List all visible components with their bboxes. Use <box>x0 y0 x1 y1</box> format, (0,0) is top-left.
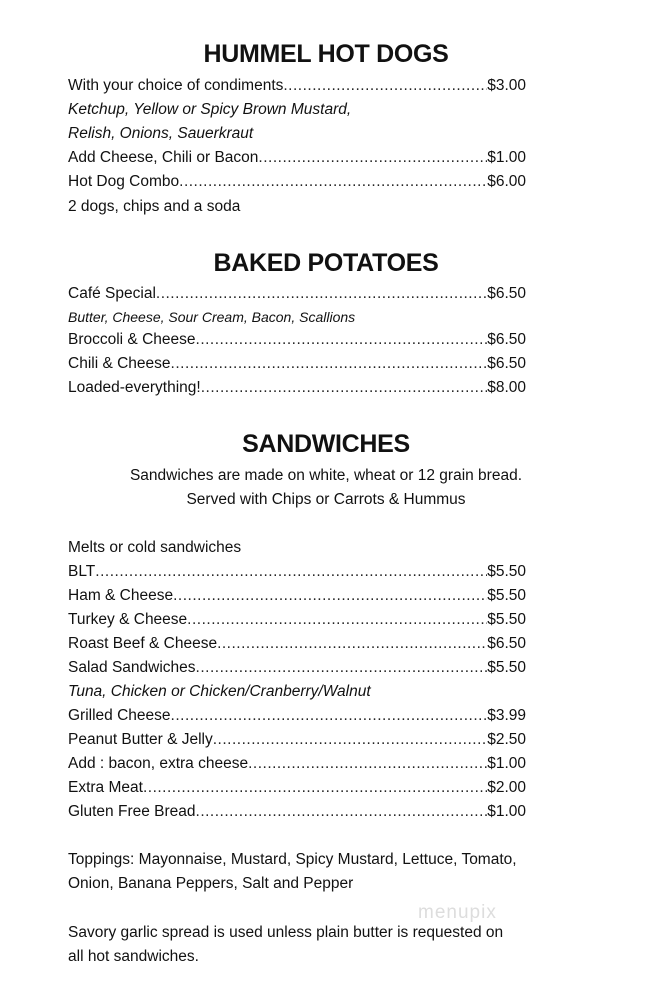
menu-item <box>68 584 526 608</box>
dot-leader <box>171 352 488 376</box>
dot-leader <box>179 170 487 194</box>
dot-leader <box>283 74 487 98</box>
menu-item <box>68 728 526 752</box>
item-note: 2 dogs, chips and a soda <box>68 198 241 215</box>
item-label: Hot Dog Combo <box>68 173 180 190</box>
dot-leader <box>217 632 487 656</box>
toppings-text: Onion, Banana Peppers, Salt and Pepper <box>68 875 354 892</box>
item-price: $3.00 <box>487 77 526 94</box>
watermark-logo: menupix <box>418 902 497 923</box>
menu-item <box>68 560 526 584</box>
menu-item <box>68 376 526 400</box>
item-note: Butter, Cheese, Sour Cream, Bacon, Scallions <box>68 309 356 325</box>
item-price: $8.00 <box>487 379 526 396</box>
dot-leader <box>196 656 488 680</box>
item-label: Roast Beef & Cheese <box>68 635 218 652</box>
item-label: BLT <box>68 563 96 580</box>
item-label: Extra Meat <box>68 779 143 796</box>
menu-item <box>68 776 526 800</box>
item-note: Relish, Onions, Sauerkraut <box>68 125 254 142</box>
item-label: Add Cheese, Chili or Bacon <box>68 149 259 166</box>
item-label: Loaded-everything! <box>68 379 201 396</box>
item-price: $5.50 <box>487 659 526 676</box>
garlic-note: Savory garlic spread is used unless plain butter is requested on <box>68 924 504 941</box>
item-price: $2.00 <box>487 779 526 796</box>
menu-item <box>68 352 526 376</box>
dot-leader <box>213 728 487 752</box>
item-price: $1.00 <box>487 149 526 166</box>
item-label: Ham & Cheese <box>68 587 174 604</box>
dot-leader <box>201 376 487 400</box>
dot-leader <box>95 560 487 584</box>
item-label: Café Special <box>68 285 156 302</box>
item-label: Gluten Free Bread <box>68 803 196 820</box>
item-price: $5.50 <box>487 587 526 604</box>
dot-leader <box>187 608 487 632</box>
dot-leader <box>196 328 488 352</box>
garlic-note: all hot sandwiches. <box>68 948 199 965</box>
item-price: $6.50 <box>487 331 526 348</box>
toppings-text: Toppings: Mayonnaise, Mustard, Spicy Mustard, Lettuce, Tomato, <box>68 851 517 868</box>
item-label: Turkey & Cheese <box>68 611 188 628</box>
item-price: $5.50 <box>487 563 526 580</box>
item-note: Ketchup, Yellow or Spicy Brown Mustard, <box>68 101 352 118</box>
dot-leader <box>156 282 487 306</box>
item-price: $3.99 <box>487 707 526 724</box>
item-label: Salad Sandwiches <box>68 659 196 676</box>
menu-item <box>68 74 526 98</box>
item-price: $2.50 <box>487 731 526 748</box>
item-note: Tuna, Chicken or Chicken/Cranberry/Walnut <box>68 683 371 700</box>
item-label: Grilled Cheese <box>68 707 171 724</box>
item-price: $1.00 <box>487 755 526 772</box>
menu-item <box>68 146 526 170</box>
item-price: $6.50 <box>487 285 526 302</box>
dot-leader <box>196 800 488 824</box>
dot-leader <box>171 704 488 728</box>
menu-item <box>68 608 526 632</box>
item-price: $5.50 <box>487 611 526 628</box>
item-label: Peanut Butter & Jelly <box>68 731 213 748</box>
item-label: Chili & Cheese <box>68 355 171 372</box>
menu-item <box>68 752 526 776</box>
dot-leader <box>173 584 487 608</box>
section-title-sandwiches: SANDWICHES <box>242 430 410 458</box>
menu-item <box>68 282 526 306</box>
menu-item <box>68 170 526 194</box>
item-label: Add : bacon, extra cheese <box>68 755 249 772</box>
menu-item <box>68 656 526 680</box>
item-price: $1.00 <box>487 803 526 820</box>
dot-leader <box>248 752 487 776</box>
item-price: $6.50 <box>487 355 526 372</box>
section-title-potatoes: BAKED POTATOES <box>213 249 439 277</box>
item-label: With your choice of condiments <box>68 77 284 94</box>
dot-leader <box>258 146 487 170</box>
menu-item <box>68 704 526 728</box>
dot-leader <box>143 776 487 800</box>
section-title-hot-dogs: HUMMEL HOT DOGS <box>203 40 449 68</box>
sandwich-intro: Sandwiches are made on white, wheat or 12 grain bread. <box>129 467 523 484</box>
item-label: Broccoli & Cheese <box>68 331 196 348</box>
sandwich-intro: Served with Chips or Carrots & Hummus <box>186 491 466 508</box>
menu-item <box>68 632 526 656</box>
sandwich-subhead: Melts or cold sandwiches <box>68 539 242 556</box>
menu-item <box>68 800 526 824</box>
menu-item <box>68 328 526 352</box>
item-price: $6.00 <box>487 173 526 190</box>
item-price: $6.50 <box>487 635 526 652</box>
